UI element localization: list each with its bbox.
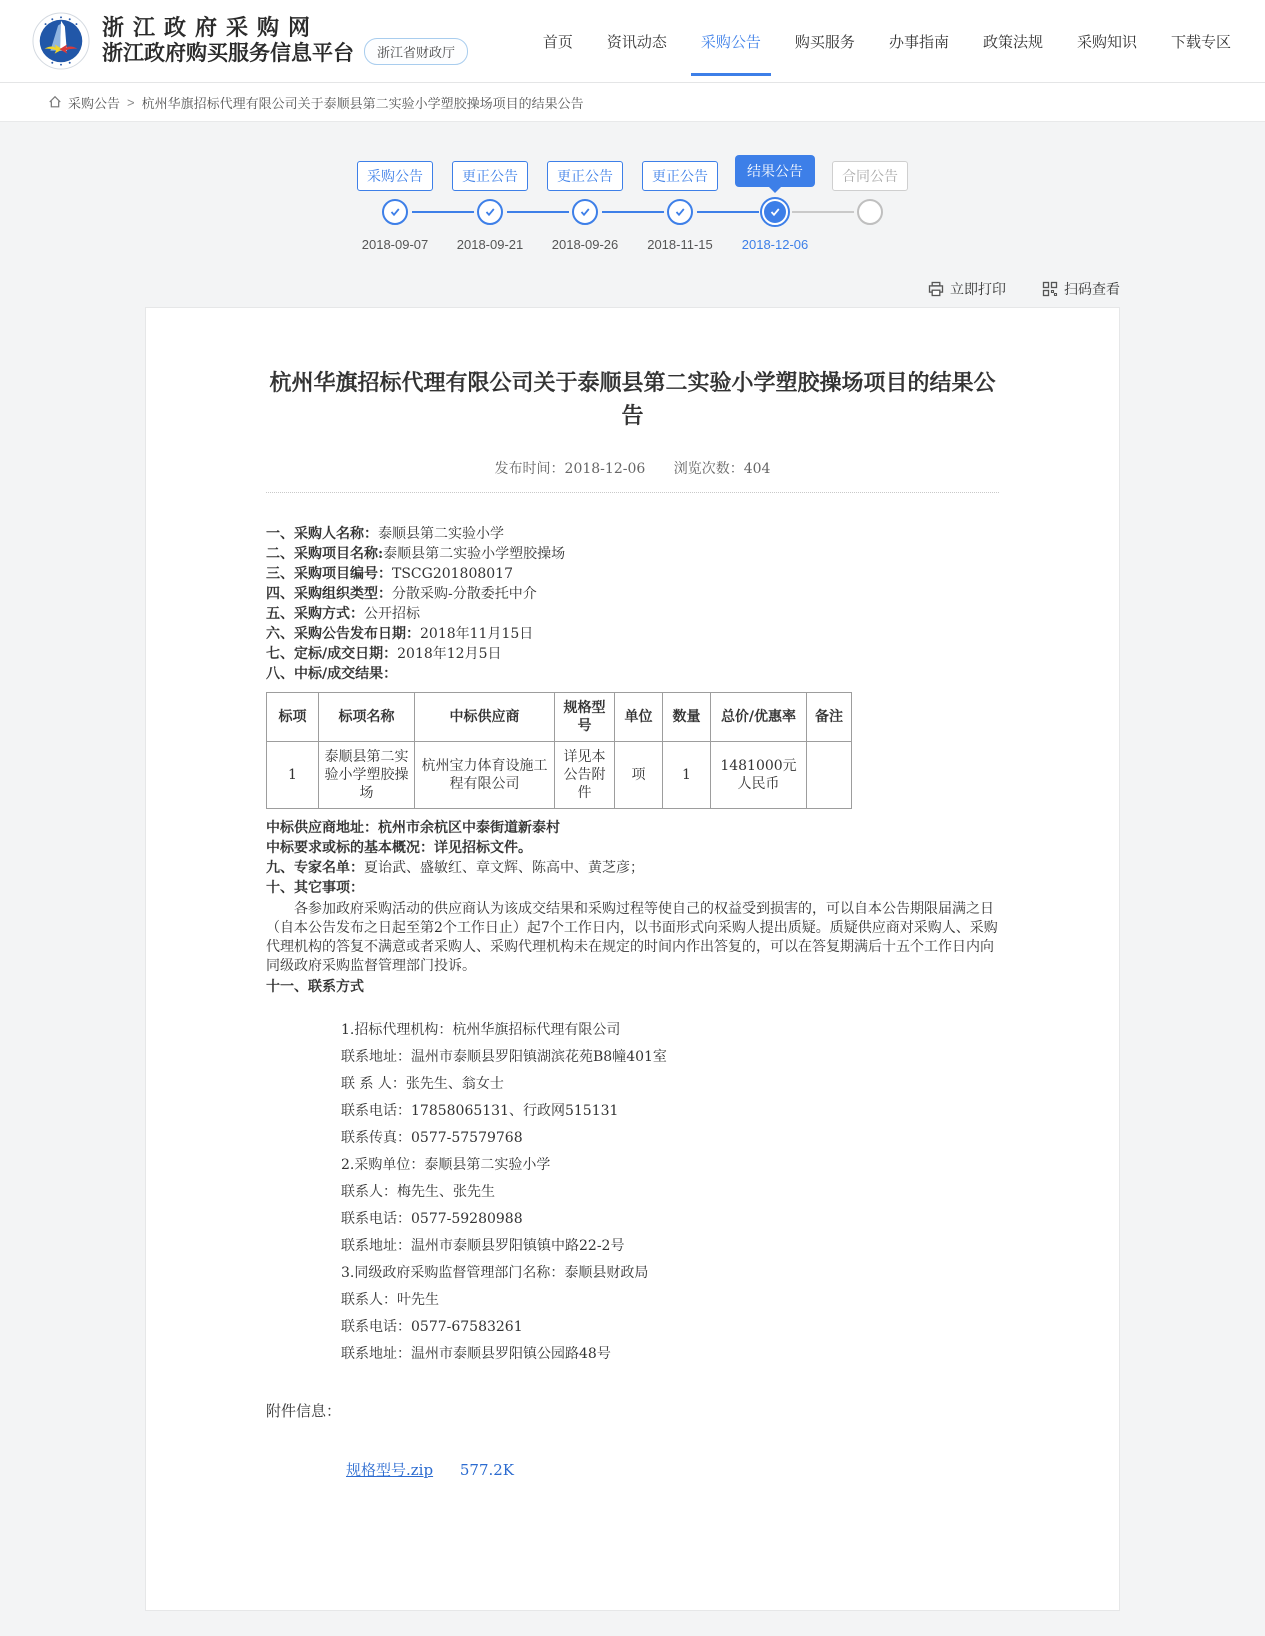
qr-view-label: 扫码查看 xyxy=(1064,281,1120,297)
step-date: 2018-09-07 xyxy=(361,237,429,252)
nav-item-downloads[interactable]: 下载专区 xyxy=(1170,33,1231,51)
cell-total-price: 1481000元人民币 xyxy=(711,742,807,809)
cell-spec: 详见本公告附件 xyxy=(555,742,615,809)
cell-supplier: 杭州宝力体育设施工程有限公司 xyxy=(415,742,555,809)
cell-item-no: 1 xyxy=(267,742,319,809)
announcement-title: 杭州华旗招标代理有限公司关于泰顺县第二实验小学塑胶操场项目的结果公告 xyxy=(269,370,996,428)
views-label: 浏览次数： xyxy=(673,461,744,477)
qr-code-icon xyxy=(1042,281,1058,297)
meta-divider xyxy=(266,492,999,493)
step-check-icon xyxy=(667,199,693,225)
attachment-link[interactable]: 规格型号.zip xyxy=(346,1461,434,1479)
contact-line: 3.同级政府采购监督管理部门名称：泰顺县财政局 xyxy=(341,1265,649,1281)
breadcrumb-separator: > xyxy=(127,94,135,110)
site-brand xyxy=(32,12,468,70)
cell-remark xyxy=(807,742,852,809)
col-header-spec: 规格型号 xyxy=(555,693,615,742)
timeline-step-5-active xyxy=(728,147,823,253)
announcement-timeline xyxy=(338,147,928,253)
site-header xyxy=(0,0,1265,83)
contact-line: 联系地址：温州市泰顺县罗阳镇公园路48号 xyxy=(341,1346,611,1362)
site-title: 浙江政府采购网 xyxy=(102,15,320,40)
contact-line: 联 系 人：张先生、翁女士 xyxy=(341,1076,504,1092)
finance-dept-badge: 浙江省财政厅 xyxy=(364,38,468,65)
section-project-number: 三、采购项目编号：TSCG201808017 xyxy=(266,566,513,582)
timeline-step-1 xyxy=(348,147,443,253)
col-header-supplier: 中标供应商 xyxy=(415,693,555,742)
print-label: 立即打印 xyxy=(950,281,1006,297)
contact-line: 联系传真：0577-57579768 xyxy=(341,1130,523,1146)
attachment-heading: 附件信息： xyxy=(266,1402,342,1420)
award-result-table xyxy=(266,692,852,809)
section-purchaser-name: 一、采购人名称：泰顺县第二实验小学 xyxy=(266,526,504,542)
step-button-correction-1[interactable]: 更正公告 xyxy=(452,161,528,191)
bid-overview-line: 中标要求或标的基本概况：详见招标文件。 xyxy=(266,840,532,856)
announcement-meta xyxy=(266,458,999,478)
cell-unit: 项 xyxy=(615,742,663,809)
contact-line: 1.招标代理机构：杭州华旗招标代理有限公司 xyxy=(341,1022,621,1038)
nav-item-buy-services[interactable]: 购买服务 xyxy=(794,33,855,51)
breadcrumb-root[interactable]: 采购公告 xyxy=(68,95,121,111)
announcement-body xyxy=(266,525,999,1480)
contact-line: 2.采购单位：泰顺县第二实验小学 xyxy=(341,1157,551,1173)
printer-icon xyxy=(928,281,944,297)
other-matters-heading: 十、其它事项： xyxy=(266,880,364,896)
step-button-result-notice[interactable]: 结果公告 xyxy=(735,155,815,187)
nav-item-news[interactable]: 资讯动态 xyxy=(606,33,667,51)
contact-line: 联系电话：0577-59280988 xyxy=(341,1211,523,1227)
main-nav xyxy=(511,0,1233,83)
cell-quantity: 1 xyxy=(663,742,711,809)
step-date: 2018-11-15 xyxy=(647,237,713,252)
step-check-icon xyxy=(572,199,598,225)
step-check-icon xyxy=(477,199,503,225)
table-row xyxy=(267,742,852,809)
step-date: 2018-09-26 xyxy=(551,237,619,252)
page-actions xyxy=(145,279,1120,299)
step-empty-circle-icon xyxy=(857,199,883,225)
contact-line: 联系地址：温州市泰顺县罗阳镇湖滨花苑B8幢401室 xyxy=(341,1049,667,1065)
publish-time-value: 2018-12-06 xyxy=(564,461,646,477)
step-active-check-icon xyxy=(760,197,790,227)
col-header-quantity: 数量 xyxy=(663,693,711,742)
contact-line: 联系电话：17858065131、行政网515131 xyxy=(341,1103,619,1119)
cell-item-name: 泰顺县第二实验小学塑胶操场 xyxy=(319,742,415,809)
supplier-address-line: 中标供应商地址：杭州市余杭区中泰街道新泰村 xyxy=(266,820,560,836)
table-header-row xyxy=(267,693,852,742)
col-header-item: 标项 xyxy=(267,693,319,742)
nav-item-guide[interactable]: 办事指南 xyxy=(888,33,949,51)
site-logo-icon xyxy=(32,12,90,70)
contact-block xyxy=(266,1021,999,1364)
section-award-date: 七、定标/成交日期：2018年12月5日 xyxy=(266,646,502,662)
col-header-unit: 单位 xyxy=(615,693,663,742)
experts-line: 九、专家名单：夏诒武、盛敏红、章文辉、陈高中、黄芝彦； xyxy=(266,860,644,876)
section-project-name: 二、采购项目名称:泰顺县第二实验小学塑胶操场 xyxy=(266,546,566,562)
announcement-card xyxy=(145,307,1120,1611)
step-button-correction-3[interactable]: 更正公告 xyxy=(642,161,718,191)
step-button-contract-notice[interactable]: 合同公告 xyxy=(832,161,908,191)
home-icon xyxy=(48,95,62,109)
site-title-block xyxy=(102,15,354,67)
timeline-step-6 xyxy=(823,147,918,253)
step-check-icon xyxy=(382,199,408,225)
publish-time-label: 发布时间： xyxy=(494,461,565,477)
contact-line: 联系人：梅先生、张先生 xyxy=(341,1184,495,1200)
col-header-remark: 备注 xyxy=(807,693,852,742)
timeline-step-3 xyxy=(538,147,633,253)
section-procurement-method: 五、采购方式：公开招标 xyxy=(266,606,420,622)
col-header-total-price: 总价/优惠率 xyxy=(711,693,807,742)
section-organization-type: 四、采购组织类型：分散采购-分散委托中介 xyxy=(266,586,537,602)
qr-view-button[interactable] xyxy=(1042,279,1120,299)
other-matters-paragraph: 各参加政府采购活动的供应商认为该成交结果和采购过程等使自己的权益受到损害的，可以自本公告期限届满之日（自本公告发布之日起至第2个工作日止）起7个工作日内，以书面形式向采购人提出质疑。质疑供应商对采购人、采购代理机构的答复不满意或者采购人、采购代理机构未在规定的时间内作出答复的，可以在答复期满后十五个工作日内向同级政府采购监督管理部门投诉。 xyxy=(266,901,998,974)
contact-line: 联系地址：温州市泰顺县罗阳镇镇中路22-2号 xyxy=(341,1238,625,1254)
section-notice-date: 六、采购公告发布日期：2018年11月15日 xyxy=(266,626,534,642)
print-button[interactable] xyxy=(928,279,1006,299)
site-subtitle: 浙江政府购买服务信息平台 xyxy=(102,42,354,65)
col-header-item-name: 标项名称 xyxy=(319,693,415,742)
breadcrumb xyxy=(0,83,1265,122)
step-button-procurement-notice[interactable]: 采购公告 xyxy=(357,161,433,191)
views-value: 404 xyxy=(743,461,771,477)
contact-heading: 十一、联系方式 xyxy=(266,979,364,995)
timeline-step-4 xyxy=(633,147,728,253)
nav-item-home[interactable]: 首页 xyxy=(542,33,573,51)
breadcrumb-current: 杭州华旗招标代理有限公司关于泰顺县第二实验小学塑胶操场项目的结果公告 xyxy=(141,95,584,111)
section-award-result-heading: 八、中标/成交结果： xyxy=(266,666,398,682)
attachment-size: 577.2K xyxy=(459,1461,515,1479)
step-button-correction-2[interactable]: 更正公告 xyxy=(547,161,623,191)
step-date: 2018-12-06 xyxy=(741,237,809,252)
contact-line: 联系人：叶先生 xyxy=(341,1292,439,1308)
nav-item-knowledge[interactable]: 采购知识 xyxy=(1076,33,1137,51)
contact-line: 联系电话：0577-67583261 xyxy=(341,1319,523,1335)
attachment-row xyxy=(266,1459,999,1480)
nav-item-policies[interactable]: 政策法规 xyxy=(982,33,1043,51)
timeline-step-2 xyxy=(443,147,538,253)
step-date: 2018-09-21 xyxy=(456,237,524,252)
nav-item-procurement-notices[interactable]: 采购公告 xyxy=(699,0,763,83)
